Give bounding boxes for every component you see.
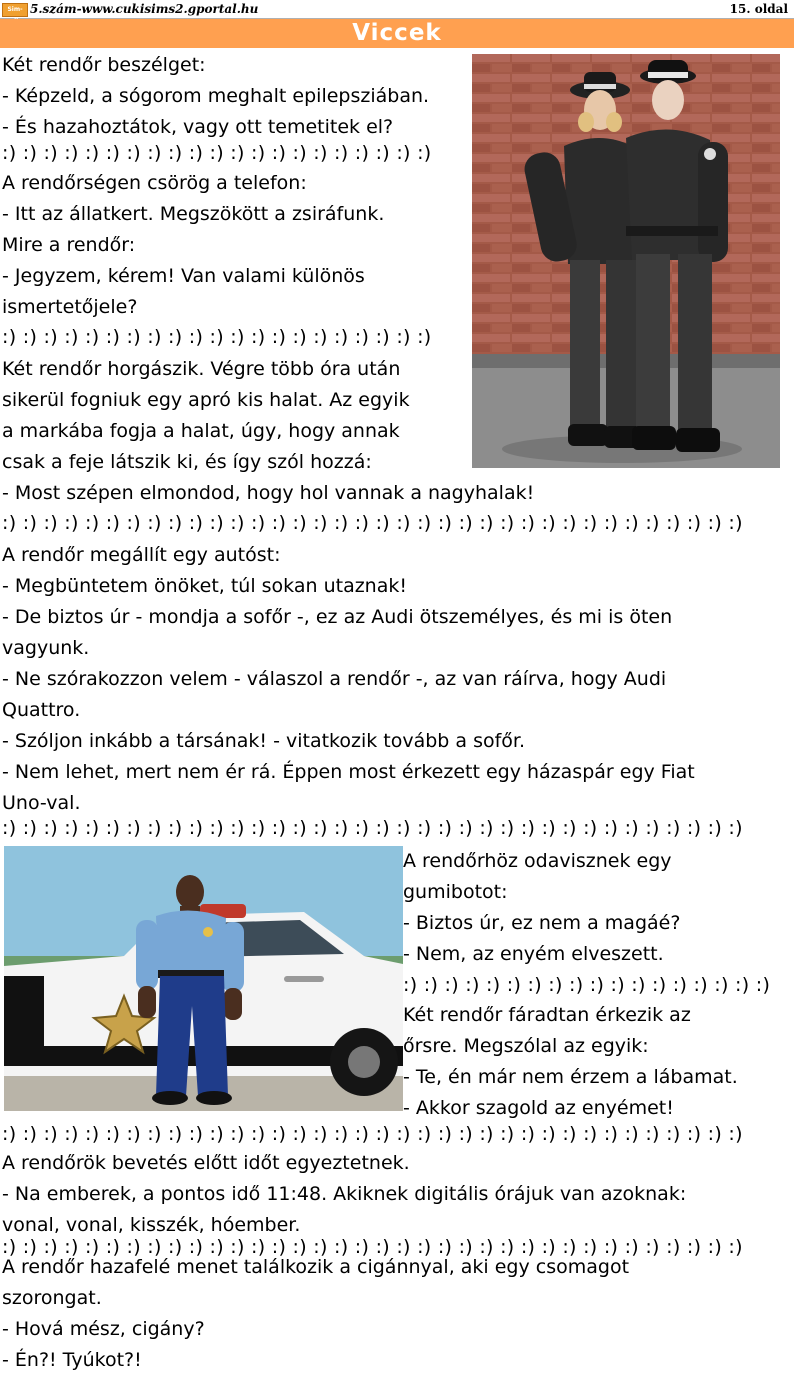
joke-line: - Akkor szagold az enyémet!: [403, 1097, 674, 1119]
joke-line: - Itt az állatkert. Megszökött a zsiráfunk.: [2, 203, 385, 225]
joke-line: - Hová mész, cigány?: [2, 1318, 205, 1340]
joke-line: A rendőrségen csörög a telefon:: [2, 172, 307, 194]
joke-line: - Én?! Tyúkot?!: [2, 1349, 142, 1371]
magazine-logo: Sim-: [2, 3, 28, 17]
joke-line: gumibotot:: [403, 881, 508, 903]
joke-line: vagyunk.: [2, 637, 90, 659]
joke-line: csak a feje látszik ki, és így szól hozzá:: [2, 451, 372, 473]
joke-line: A rendőr megállít egy autóst:: [2, 544, 281, 566]
joke-line: - Te, én már nem érzem a lábamat.: [403, 1066, 738, 1088]
joke-line: Uno-val.: [2, 792, 81, 814]
smiley-separator: :) :) :) :) :) :) :) :) :) :) :) :) :) :) :) :) :) :) :) :) :) :) :) :) :) :) :) :) :) :) :) :) :) :) :) :): [2, 512, 743, 534]
smiley-separator: :) :) :) :) :) :) :) :) :) :) :) :) :) :) :) :) :) :) :) :) :) :) :) :) :) :) :) :) :) :) :) :) :) :) :) :): [2, 1236, 743, 1258]
joke-line: ismertetőjele?: [2, 296, 138, 318]
joke-line: - Nem lehet, mert nem ér rá. Éppen most érkezett egy házaspár egy Fiat: [2, 761, 695, 783]
joke-line: sikerül fogniuk egy apró kis halat. Az egyik: [2, 389, 410, 411]
smiley-separator: :) :) :) :) :) :) :) :) :) :) :) :) :) :) :) :) :) :) :) :) :): [2, 142, 432, 164]
joke-line: - Megbüntetem önöket, túl sokan utaznak!: [2, 575, 407, 597]
joke-line: - Ne szórakozzon velem - válaszol a rendőr -, az van ráírva, hogy Audi: [2, 668, 667, 690]
joke-line: Mire a rendőr:: [2, 234, 136, 256]
joke-line: - Most szépen elmondod, hogy hol vannak a nagyhalak!: [2, 482, 535, 504]
joke-line: - Szóljon inkább a társának! - vitatkozik tovább a sofőr.: [2, 730, 526, 752]
police-duo-image: [472, 54, 780, 468]
joke-line: - Képzeld, a sógorom meghalt epilepsziában.: [2, 85, 430, 107]
joke-line: - Na emberek, a pontos idő 11:48. Akiknek digitális órájuk van azoknak:: [2, 1183, 687, 1205]
joke-line: - De biztos úr - mondja a sofőr -, ez az Audi ötszemélyes, és mi is öten: [2, 606, 673, 628]
smiley-separator: :) :) :) :) :) :) :) :) :) :) :) :) :) :) :) :) :) :): [403, 974, 771, 996]
joke-line: Két rendőr horgászik. Végre több óra után: [2, 358, 401, 380]
joke-line: - Nem, az enyém elveszett.: [403, 943, 664, 965]
joke-line: A rendőrök bevetés előtt időt egyeztetnek.: [2, 1152, 410, 1174]
site-address: 5.szám-www.cukisims2.gportal.hu: [30, 2, 259, 16]
joke-line: Két rendőr fáradtan érkezik az: [403, 1004, 691, 1026]
joke-line: szorongat.: [2, 1287, 102, 1309]
joke-line: A rendőr hazafelé menet találkozik a cigánnyal, aki egy csomagot: [2, 1256, 630, 1278]
joke-line: - Biztos úr, ez nem a magáé?: [403, 912, 681, 934]
smiley-separator: :) :) :) :) :) :) :) :) :) :) :) :) :) :) :) :) :) :) :) :) :) :) :) :) :) :) :) :) :) :) :) :) :) :) :) :): [2, 1123, 743, 1145]
section-banner: Viccek: [0, 19, 794, 48]
page-header: [0, 0, 794, 19]
joke-line: - Jegyzem, kérem! Van valami különös: [2, 265, 365, 287]
officer-car-image: [4, 846, 403, 1111]
joke-line: a markába fogja a halat, úgy, hogy annak: [2, 420, 400, 442]
joke-line: vonal, vonal, kisszék, hóember.: [2, 1214, 301, 1236]
joke-line: A rendőrhöz odavisznek egy: [403, 850, 672, 872]
joke-line: Quattro.: [2, 699, 81, 721]
smiley-separator: :) :) :) :) :) :) :) :) :) :) :) :) :) :) :) :) :) :) :) :) :) :) :) :) :) :) :) :) :) :) :) :) :) :) :) :): [2, 817, 743, 839]
smiley-separator: :) :) :) :) :) :) :) :) :) :) :) :) :) :) :) :) :) :) :) :) :): [2, 326, 432, 348]
joke-line: - És hazahoztátok, vagy ott temetitek el?: [2, 116, 394, 138]
joke-line: őrsre. Megszólal az egyik:: [403, 1035, 649, 1057]
page-number: 15. oldal: [729, 2, 788, 16]
joke-line: Két rendőr beszélget:: [2, 54, 206, 76]
